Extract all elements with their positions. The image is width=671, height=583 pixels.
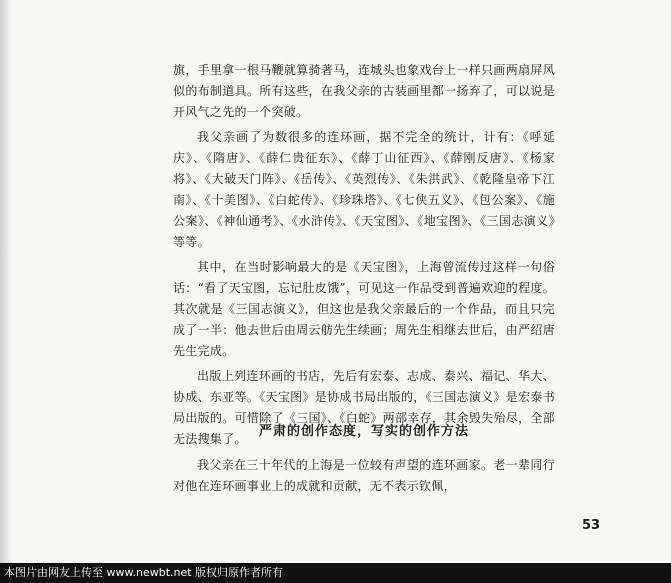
paragraph-works-list: 我父亲画了为数很多的连环画，据不完全的统计，计有：《呼延庆》、《隋唐》、《薛仁贵征东》、《薛丁山征西》、《薛刚反唐》、《杨家将》、《大破天门阵》、《岳传》、《英烈传》、《朱洪武》、《乾隆皇帝下江南》、《十美图》、《白蛇传》、《珍珠塔》、《七侠五义》、《包公案》、《施公案》、《神仙通考》、《水浒传》、《天宝图》、《地宝图》、《三国志演义》等等。 [173, 130, 555, 249]
page-number: 53 [582, 518, 601, 533]
section-body-text [173, 455, 555, 501]
page-gutter-shadow [0, 0, 12, 563]
watermark-footer: 本图片由网友上传至 www.newbt.net 版权归原作者所有 [0, 563, 671, 583]
section-heading: 严肃的创作态度，写实的创作方法 [258, 424, 469, 439]
paragraph-influence: 其中，在当时影响最大的是《天宝图》，上海曾流传过这样一句俗话：“看了天宝图，忘记肚皮饿”，可见这一作品受到普遍欢迎的程度。其次就是《三国志演义》，但这也是我父亲最后的一个作品，而且只完成了一半：他去世后由周云舫先生续画；周先生相继去世后，由严绍唐先生完成。 [173, 260, 555, 358]
paragraph-section-intro: 我父亲在三十年代的上海是一位较有声望的连环画家。老一辈同行对他在连环画事业上的成就和贡献，无不表示钦佩， [173, 458, 555, 493]
paragraph-continuation: 旗，手里拿一根马鞭就算骑著马，连城头也象戏台上一样只画两扇屏风似的布制道具。所有这些，在我父亲的古装画里都一扬弃了，可以说是开风气之先的一个突破。 [173, 63, 555, 119]
paragraph-publishers: 出版上列连环画的书店，先后有宏泰、志成、泰兴、福记、华大、协成、东亚等。《天宝图》是协成书局出版的，《三国志演义》是宏泰书局出版的。可惜除了《三国》、《白蛇》两部幸存，其余毁失殆尽，全部无法搜集了。 [173, 369, 555, 446]
body-text [173, 60, 555, 454]
